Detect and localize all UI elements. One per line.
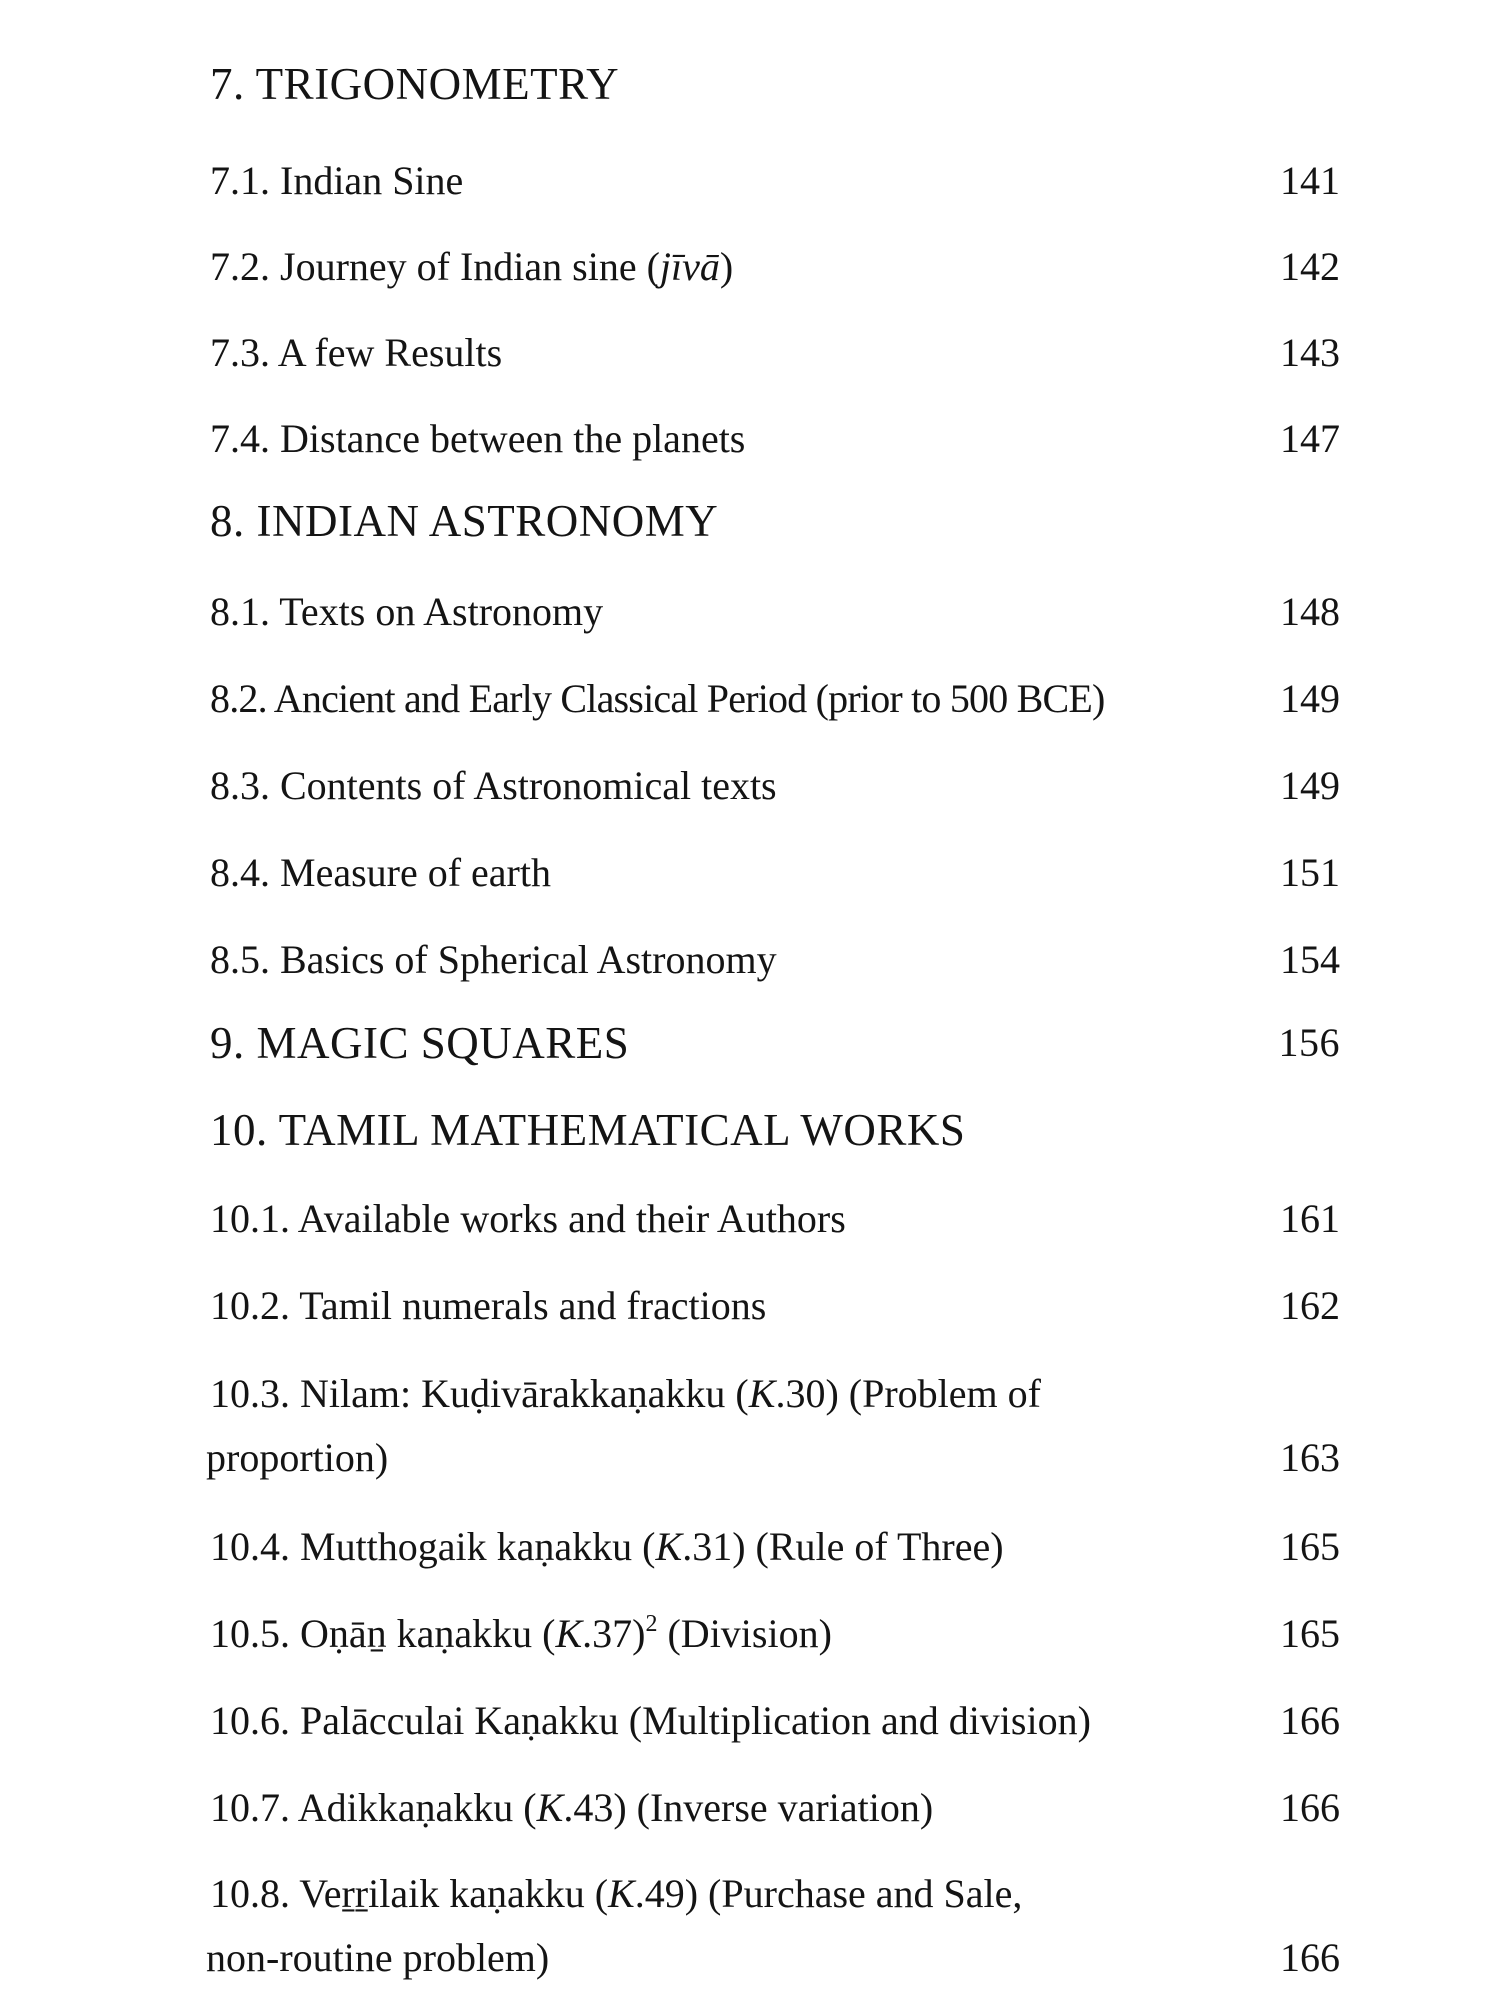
toc-entry-title-line1 [210, 1870, 1022, 1918]
toc-entry-page: 163 [1280, 1435, 1340, 1480]
toc-entry-title-italic: K [748, 1371, 776, 1416]
toc-entry-title [210, 243, 733, 291]
toc-entry-title [210, 1523, 1004, 1571]
toc-entry-title: 10.6. Palācculai Kaṇakku (Multiplication and division) [210, 1698, 1091, 1743]
toc-entry-title-suffix: .31) (Rule of Three) [682, 1524, 1004, 1569]
toc-entry-title [210, 1784, 933, 1832]
toc-entry-page: 141 [1280, 158, 1340, 203]
toc-entry-title: 8.4. Measure of earth [210, 850, 551, 895]
toc-entry-title: 8.1. Texts on Astronomy [210, 589, 604, 634]
toc-entry-title-prefix: 10.4. Mutthogaik kaṇakku ( [210, 1524, 656, 1569]
toc-entry-title-suffix: ) [719, 244, 734, 289]
toc-entry-title-prefix: 10.7. Adikkaṇakku ( [210, 1785, 537, 1830]
toc-entry-title-line1 [210, 1370, 1041, 1418]
toc-entry-title-prefix: 10.5. Oṇāṉ kaṇakku ( [210, 1611, 556, 1656]
toc-entry-title-italic: K [655, 1524, 683, 1569]
section-heading-title: 7. TRIGONOMETRY [210, 59, 620, 109]
toc-entry-title: 7.4. Distance between the planets [210, 416, 746, 461]
toc-entry-page: 148 [1280, 589, 1340, 634]
toc-entry-page: 165 [1280, 1611, 1340, 1656]
toc-entry-page: 151 [1280, 850, 1340, 895]
toc-entry-page: 166 [1280, 1698, 1340, 1743]
toc-entry-title-italic: K [608, 1871, 635, 1916]
toc-entry-title-mid: .37) [582, 1611, 646, 1656]
toc-entry-page: 156 [1278, 1020, 1340, 1065]
toc-entry-title-italic: K [536, 1785, 564, 1830]
toc-entry-title: 7.3. A few Results [210, 330, 503, 375]
toc-entry-page: 154 [1280, 937, 1340, 982]
toc-entry-page: 142 [1280, 244, 1340, 289]
toc-entry-title-prefix: 7.2. Journey of Indian sine ( [210, 244, 660, 289]
toc-entry-page: 143 [1280, 330, 1340, 375]
toc-entry-title-italic: K [555, 1611, 583, 1656]
toc-entry-title: 10.2. Tamil numerals and fractions [210, 1283, 767, 1328]
toc-entry-title-suffix: .43) (Inverse variation) [563, 1785, 934, 1830]
toc-entry-page: 149 [1280, 763, 1340, 808]
toc-entry-title-suffix: (Division) [657, 1611, 832, 1656]
toc-entry-title-superscript: 2 [645, 1611, 658, 1637]
section-heading-title: 9. MAGIC SQUARES [210, 1018, 630, 1068]
toc-entry-title-line2: proportion) [206, 1435, 389, 1480]
toc-entry-title-prefix: 10.3. Nilam: Kuḍivārakkaṇakku ( [210, 1371, 749, 1416]
toc-entry-page: 162 [1280, 1283, 1340, 1328]
toc-entry-page: 165 [1280, 1524, 1340, 1569]
toc-entry-page: 166 [1280, 1785, 1340, 1830]
toc-entry-title-italic: jīvā [659, 244, 720, 289]
toc-entry-title: 7.1. Indian Sine [210, 158, 464, 203]
toc-entry-page: 147 [1280, 416, 1340, 461]
toc-entry-page: 149 [1280, 676, 1340, 721]
toc-entry-page: 166 [1280, 1935, 1340, 1980]
toc-entry-title: 8.3. Contents of Astronomical texts [210, 763, 777, 808]
toc-entry-page: 161 [1280, 1196, 1340, 1241]
toc-entry-title [210, 1610, 832, 1658]
toc-entry-title: 10.1. Available works and their Authors [210, 1196, 846, 1241]
toc-entry-title: 8.5. Basics of Spherical Astronomy [210, 937, 777, 982]
section-heading-title: 10. TAMIL MATHEMATICAL WORKS [210, 1105, 966, 1155]
section-heading-title: 8. INDIAN ASTRONOMY [210, 496, 719, 546]
toc-entry-title: 8.2. Ancient and Early Classical Period (prior to 500 BCE) [210, 676, 1105, 721]
toc-entry-title-line2: non-routine problem) [206, 1935, 550, 1980]
toc-entry-title-suffix: .30) (Problem of [775, 1371, 1041, 1416]
toc-entry-title-suffix: .49) (Purchase and Sale, [634, 1871, 1023, 1916]
toc-entry-title-prefix: 10.8. Veṟṟilaik kaṇakku ( [210, 1871, 609, 1916]
